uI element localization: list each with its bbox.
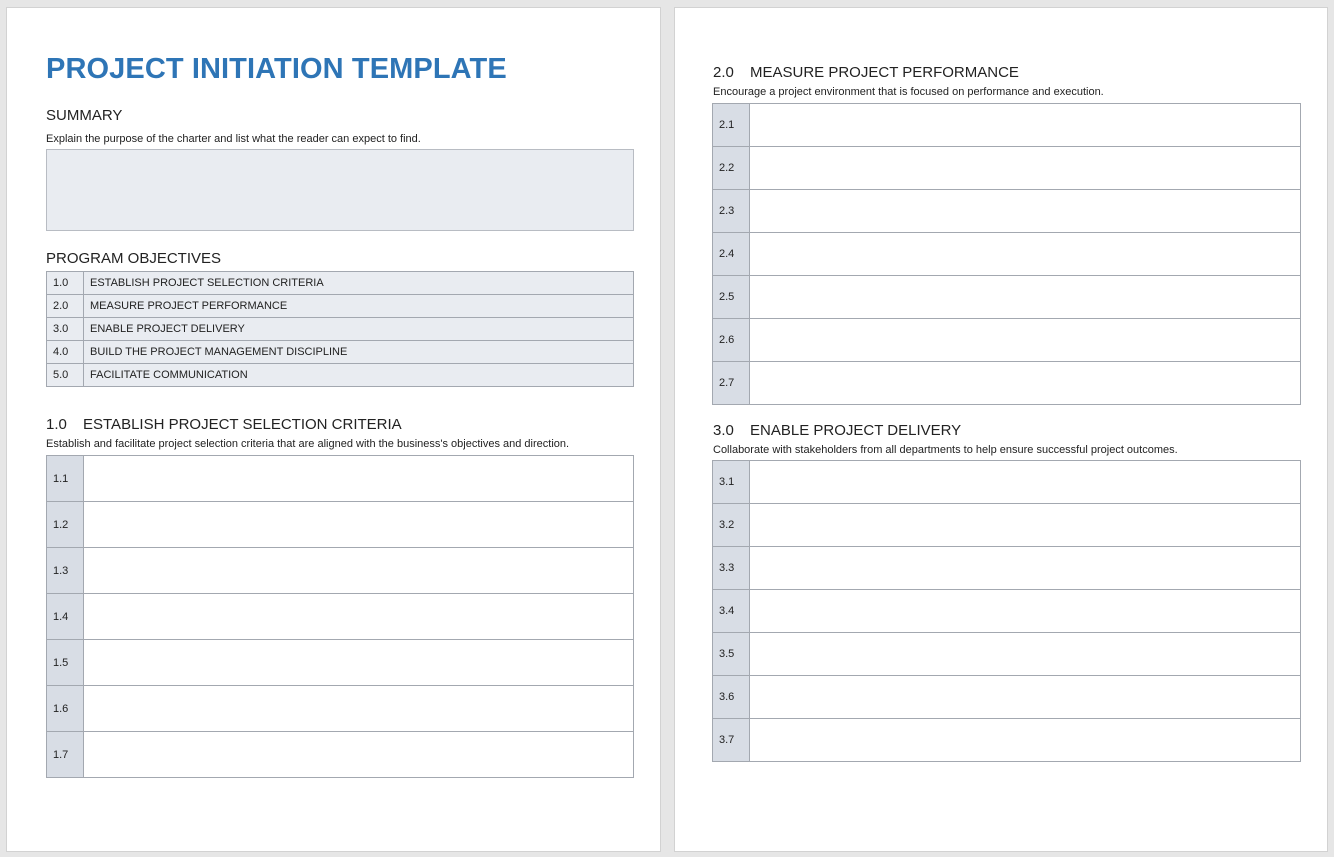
summary-description: Explain the purpose of the charter and list what the reader can expect to find. [46,133,421,145]
entry-cell[interactable] [84,640,634,686]
page-2 [674,7,1328,852]
section-3-description: Collaborate with stakeholders from all departments to help ensure successful project outcomes. [713,444,1178,456]
entry-cell[interactable] [84,686,634,732]
row-number: 2.1 [713,104,750,147]
entry-cell[interactable] [750,719,1301,762]
entry-cell[interactable] [750,590,1301,633]
row-number: 1.4 [47,594,84,640]
summary-text-box[interactable] [46,149,634,231]
table-row [713,233,1301,276]
section-3-number: 3.0 [713,422,734,439]
row-number: 3.2 [713,504,750,547]
row-number: 3.4 [713,590,750,633]
row-number: 1.6 [47,686,84,732]
table-row [713,633,1301,676]
row-number: 2.7 [713,362,750,405]
row-number: 2.5 [713,276,750,319]
table-row [47,594,634,640]
entry-cell[interactable] [750,504,1301,547]
table-row [713,504,1301,547]
section-1-heading [46,416,402,433]
entry-cell[interactable] [750,461,1301,504]
entry-cell[interactable] [750,276,1301,319]
entry-cell[interactable] [750,633,1301,676]
objective-label[interactable]: ESTABLISH PROJECT SELECTION CRITERIA [84,272,634,295]
objective-label[interactable]: FACILITATE COMMUNICATION [84,364,634,387]
row-number: 3.1 [713,461,750,504]
section-2-description: Encourage a project environment that is focused on performance and execution. [713,86,1104,98]
objective-number: 2.0 [47,295,84,318]
row-number: 2.6 [713,319,750,362]
row-number: 3.7 [713,719,750,762]
section-2-heading [713,64,1019,81]
section-2-title: MEASURE PROJECT PERFORMANCE [750,64,1019,81]
section-1-number: 1.0 [46,416,67,433]
table-row [47,732,634,778]
page-1 [6,7,661,852]
entry-cell[interactable] [750,362,1301,405]
objective-label[interactable]: MEASURE PROJECT PERFORMANCE [84,295,634,318]
objective-row [47,364,634,387]
table-row [47,686,634,732]
entry-cell[interactable] [750,319,1301,362]
table-row [713,276,1301,319]
objective-row [47,341,634,364]
entry-cell[interactable] [84,548,634,594]
entry-cell[interactable] [84,502,634,548]
table-row [713,190,1301,233]
row-number: 2.3 [713,190,750,233]
document-title: PROJECT INITIATION TEMPLATE [46,53,507,85]
section-3-heading [713,422,961,439]
row-number: 3.5 [713,633,750,676]
table-row [47,640,634,686]
table-row [47,502,634,548]
table-row [713,362,1301,405]
table-row [713,319,1301,362]
row-number: 1.1 [47,456,84,502]
summary-heading: SUMMARY [46,107,123,124]
objective-row [47,295,634,318]
row-number: 1.3 [47,548,84,594]
table-row [713,547,1301,590]
objective-number: 3.0 [47,318,84,341]
objective-row [47,272,634,295]
section-3-title: ENABLE PROJECT DELIVERY [750,422,962,439]
section-3-table [712,460,1301,762]
entry-cell[interactable] [84,456,634,502]
entry-cell[interactable] [84,732,634,778]
entry-cell[interactable] [750,147,1301,190]
entry-cell[interactable] [750,190,1301,233]
table-row [713,461,1301,504]
objective-number: 5.0 [47,364,84,387]
objective-number: 1.0 [47,272,84,295]
table-row [47,456,634,502]
table-row [713,719,1301,762]
section-2-number: 2.0 [713,64,734,81]
entry-cell[interactable] [750,104,1301,147]
objective-number: 4.0 [47,341,84,364]
entry-cell[interactable] [750,676,1301,719]
section-2-table [712,103,1301,405]
entry-cell[interactable] [750,547,1301,590]
row-number: 1.5 [47,640,84,686]
section-1-title: ESTABLISH PROJECT SELECTION CRITERIA [83,416,402,433]
row-number: 3.3 [713,547,750,590]
row-number: 2.2 [713,147,750,190]
objectives-table [46,271,634,387]
table-row [713,147,1301,190]
entry-cell[interactable] [84,594,634,640]
row-number: 1.2 [47,502,84,548]
section-1-description: Establish and facilitate project selection criteria that are aligned with the business's objectives and direction. [46,438,570,450]
objective-label[interactable]: ENABLE PROJECT DELIVERY [84,318,634,341]
table-row [47,548,634,594]
entry-cell[interactable] [750,233,1301,276]
row-number: 1.7 [47,732,84,778]
objectives-heading: PROGRAM OBJECTIVES [46,250,222,267]
objective-row [47,318,634,341]
objective-label[interactable]: BUILD THE PROJECT MANAGEMENT DISCIPLINE [84,341,634,364]
table-row [713,104,1301,147]
table-row [713,590,1301,633]
table-row [713,676,1301,719]
row-number: 3.6 [713,676,750,719]
row-number: 2.4 [713,233,750,276]
section-1-table [46,455,634,778]
